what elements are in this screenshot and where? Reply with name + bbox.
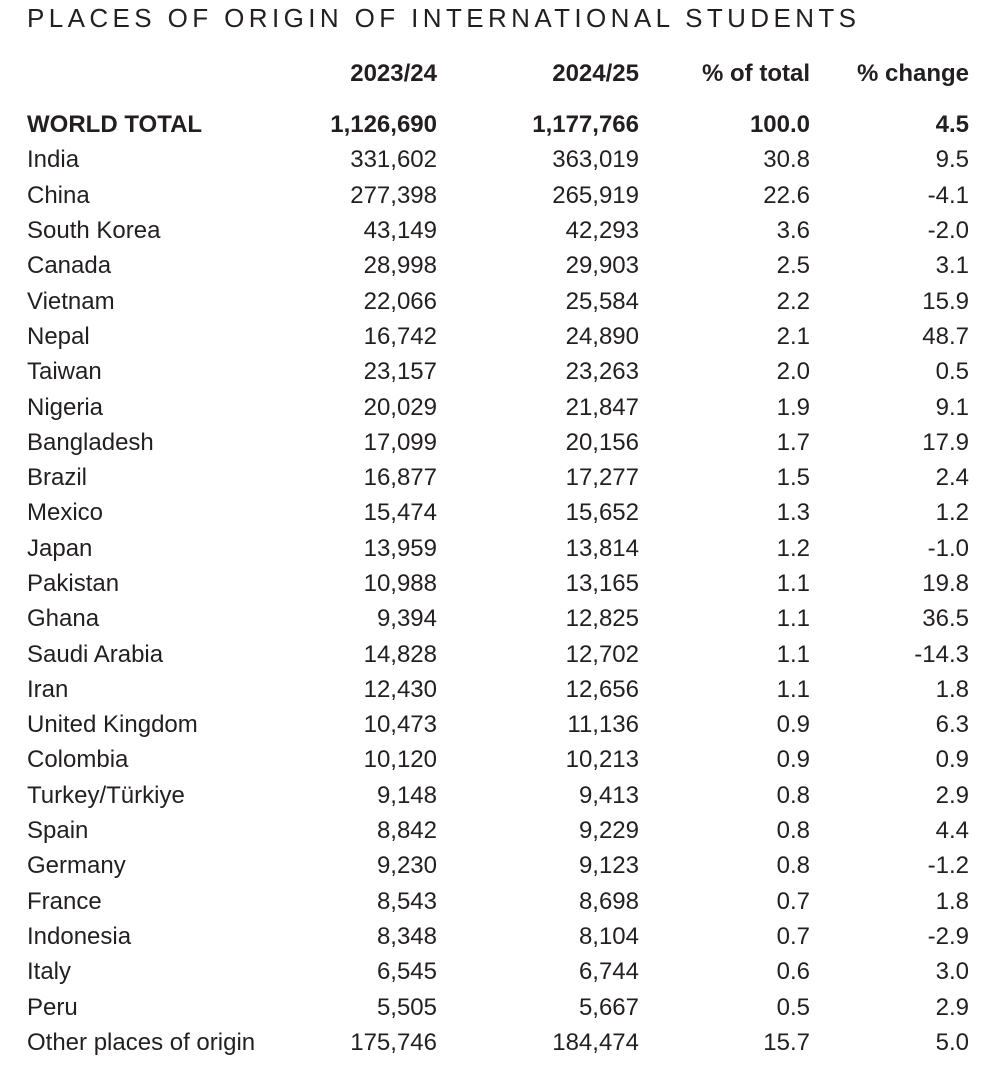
table-row: [27, 989, 969, 1024]
table-row: [27, 248, 969, 283]
2023-24-cell: 28,998: [363, 252, 437, 280]
table-row: [27, 178, 969, 213]
table-row: [27, 884, 969, 919]
2023-24-cell: 10,988: [363, 570, 437, 597]
place-cell: India: [27, 146, 80, 174]
2024-25-cell: 13,814: [565, 534, 639, 562]
column-header-place: [27, 54, 277, 94]
percent-of-total-cell: 0.7: [776, 922, 810, 950]
percent-change-cell: 0.5: [935, 358, 969, 386]
place-cell: Pakistan: [27, 570, 120, 597]
place-cell: Peru: [27, 993, 78, 1021]
place-cell: Japan: [27, 534, 93, 562]
percent-change-cell: -1.0: [927, 534, 969, 562]
place-cell: Other places of origin: [27, 1028, 256, 1056]
percent-of-total-cell: 2.5: [776, 252, 810, 280]
2024-25-cell: 20,156: [565, 428, 639, 456]
table-row: [27, 213, 969, 248]
2024-25-cell: 12,702: [565, 640, 639, 668]
2024-25-cell: 265,919: [552, 181, 639, 209]
total-2023-24-cell: 1,126,690: [330, 111, 437, 139]
2024-25-cell: 24,890: [565, 322, 639, 350]
place-cell: Colombia: [27, 746, 129, 774]
2024-25-cell: 15,652: [565, 499, 639, 527]
place-cell: China: [27, 181, 90, 209]
2024-25-cell: 12,825: [565, 605, 639, 633]
percent-change-cell: 15.9: [922, 287, 969, 315]
percent-of-total-cell: 2.0: [776, 358, 810, 386]
2024-25-cell: 8,698: [578, 887, 639, 915]
2023-24-cell: 9,148: [376, 781, 437, 809]
table-row: [27, 566, 969, 601]
percent-of-total-cell: 2.2: [776, 287, 810, 315]
table-body: [27, 94, 969, 1060]
percent-change-cell: 48.7: [922, 322, 969, 350]
2023-24-cell: 277,398: [350, 181, 437, 209]
percent-of-total-cell: 1.2: [776, 534, 810, 562]
table-row: [27, 319, 969, 354]
place-cell: France: [27, 887, 102, 915]
table-row: [27, 742, 969, 777]
place-cell: Vietnam: [27, 287, 115, 315]
2024-25-cell: 6,744: [578, 958, 639, 986]
2023-24-cell: 16,742: [363, 322, 437, 350]
table-row: [27, 672, 969, 707]
percent-change-cell: 1.8: [935, 675, 969, 703]
table-row: [27, 601, 969, 636]
total-percent-change-cell: 4.5: [935, 111, 969, 139]
place-cell: Turkey/Türkiye: [27, 781, 185, 809]
2023-24-cell: 43,149: [363, 217, 437, 245]
table-row: [27, 389, 969, 424]
percent-change-cell: 4.4: [935, 817, 969, 845]
2023-24-cell: 6,545: [376, 958, 437, 986]
table-row: [27, 778, 969, 813]
table-row: [27, 354, 969, 389]
2023-24-cell: 23,157: [363, 358, 437, 386]
table-row: [27, 531, 969, 566]
2023-24-cell: 8,543: [376, 887, 437, 915]
2023-24-cell: 331,602: [350, 146, 437, 174]
place-cell: Italy: [27, 958, 72, 986]
table-row: [27, 142, 969, 177]
percent-of-total-cell: 22.6: [763, 181, 810, 209]
place-cell: Saudi Arabia: [27, 640, 164, 668]
2023-24-cell: 175,746: [350, 1028, 437, 1056]
2023-24-cell: 10,120: [363, 746, 437, 774]
place-cell: Brazil: [27, 464, 88, 492]
percent-change-cell: 9.1: [935, 393, 969, 421]
percent-of-total-cell: 0.9: [776, 711, 810, 739]
total-percent-of-total-cell: 100.0: [749, 111, 810, 139]
percent-change-cell: 3.1: [935, 252, 969, 280]
header-row: [27, 54, 969, 94]
percent-change-cell: -2.9: [927, 922, 969, 950]
2024-25-cell: 184,474: [552, 1028, 639, 1056]
percent-change-cell: 9.5: [935, 146, 969, 174]
place-cell: Canada: [27, 252, 112, 280]
percent-of-total-cell: 0.8: [776, 817, 810, 845]
2024-25-cell: 21,847: [565, 393, 639, 421]
place-cell: South Korea: [27, 217, 161, 245]
2023-24-cell: 17,099: [363, 428, 437, 456]
percent-change-cell: 5.0: [935, 1028, 969, 1056]
2023-24-cell: 14,828: [363, 640, 437, 668]
2023-24-cell: 22,066: [363, 287, 437, 315]
place-cell: Nigeria: [27, 393, 104, 421]
percent-change-cell: 36.5: [922, 605, 969, 633]
2023-24-cell: 15,474: [363, 499, 437, 527]
table-row: [27, 283, 969, 318]
percent-change-cell: 19.8: [922, 570, 969, 597]
percent-of-total-cell: 1.9: [776, 393, 810, 421]
2024-25-cell: 363,019: [552, 146, 639, 174]
percent-change-cell: 1.8: [935, 887, 969, 915]
page-title: PLACES OF ORIGIN OF INTERNATIONAL STUDENTS: [27, 3, 861, 33]
percent-of-total-cell: 0.6: [776, 958, 810, 986]
2024-25-cell: 42,293: [565, 217, 639, 245]
2024-25-cell: 25,584: [565, 287, 639, 315]
percent-of-total-cell: 3.6: [776, 217, 810, 245]
place-cell: Nepal: [27, 322, 90, 350]
percent-of-total-cell: 1.1: [776, 570, 810, 597]
2024-25-cell: 5,667: [578, 993, 639, 1021]
2023-24-cell: 8,348: [376, 922, 437, 950]
2024-25-cell: 23,263: [565, 358, 639, 386]
header-spacer: [27, 94, 969, 107]
2024-25-cell: 17,277: [565, 464, 639, 492]
2024-25-cell: 9,123: [578, 852, 639, 880]
place-cell: Taiwan: [27, 358, 102, 386]
world-total-row: [27, 107, 969, 142]
table-row: [27, 1025, 969, 1060]
percent-of-total-cell: 0.8: [776, 852, 810, 880]
percent-change-cell: -1.2: [927, 852, 969, 880]
2024-25-cell: 10,213: [565, 746, 639, 774]
column-header-percent-of-total: % of total: [702, 60, 810, 87]
place-cell: Indonesia: [27, 922, 132, 950]
table-row: [27, 495, 969, 530]
percent-of-total-cell: 1.1: [776, 675, 810, 703]
total-2024-25-cell: 1,177,766: [532, 111, 639, 139]
place-cell: Bangladesh: [27, 428, 154, 456]
place-cell: Ghana: [27, 605, 100, 633]
place-cell: United Kingdom: [27, 711, 198, 739]
percent-change-cell: 2.4: [935, 464, 969, 492]
place-cell: Iran: [27, 675, 69, 703]
percent-change-cell: -14.3: [914, 640, 969, 668]
place-cell: Germany: [27, 852, 126, 880]
2023-24-cell: 8,842: [376, 817, 437, 845]
2023-24-cell: 20,029: [363, 393, 437, 421]
column-header-2024-25: 2024/25: [552, 60, 639, 87]
percent-of-total-cell: 0.5: [776, 993, 810, 1021]
table-row: [27, 848, 969, 883]
column-header-2023-24: 2023/24: [350, 60, 437, 87]
percent-of-total-cell: 0.7: [776, 887, 810, 915]
percent-of-total-cell: 0.9: [776, 746, 810, 774]
table-row: [27, 460, 969, 495]
percent-of-total-cell: 2.1: [776, 322, 810, 350]
2023-24-cell: 16,877: [363, 464, 437, 492]
table-row: [27, 425, 969, 460]
percent-of-total-cell: 1.3: [776, 499, 810, 527]
percent-of-total-cell: 1.1: [776, 605, 810, 633]
place-cell: Spain: [27, 817, 89, 845]
percent-change-cell: -4.1: [927, 181, 969, 209]
2023-24-cell: 13,959: [363, 534, 437, 562]
percent-change-cell: 0.9: [935, 746, 969, 774]
percent-of-total-cell: 30.8: [763, 146, 810, 174]
2023-24-cell: 12,430: [363, 675, 437, 703]
total-place-cell: WORLD TOTAL: [27, 111, 203, 139]
percent-change-cell: 17.9: [922, 428, 969, 456]
table-row: [27, 813, 969, 848]
table-row: [27, 707, 969, 742]
percent-change-cell: 1.2: [935, 499, 969, 527]
table-row: [27, 919, 969, 954]
table-row: [27, 954, 969, 989]
place-cell: Mexico: [27, 499, 104, 527]
2024-25-cell: 13,165: [565, 570, 639, 597]
percent-change-cell: -2.0: [927, 217, 969, 245]
2024-25-cell: 29,903: [565, 252, 639, 280]
table-row: [27, 636, 969, 671]
percent-change-cell: 2.9: [935, 993, 969, 1021]
2023-24-cell: 5,505: [376, 993, 437, 1021]
2023-24-cell: 9,394: [376, 605, 437, 633]
percent-of-total-cell: 1.7: [776, 428, 810, 456]
2024-25-cell: 11,136: [567, 711, 639, 739]
2024-25-cell: 12,656: [565, 675, 639, 703]
percent-of-total-cell: 15.7: [763, 1028, 810, 1056]
percent-change-cell: 2.9: [935, 781, 969, 809]
2024-25-cell: 9,413: [578, 781, 639, 809]
percent-change-cell: 3.0: [935, 958, 969, 986]
percent-of-total-cell: 0.8: [776, 781, 810, 809]
percent-of-total-cell: 1.5: [776, 464, 810, 492]
2024-25-cell: 9,229: [578, 817, 639, 845]
column-header-percent-change: % change: [856, 60, 969, 87]
percent-of-total-cell: 1.1: [776, 640, 810, 668]
2023-24-cell: 9,230: [376, 852, 437, 880]
2024-25-cell: 8,104: [578, 922, 639, 950]
origin-table: [27, 54, 969, 1060]
2023-24-cell: 10,473: [363, 711, 437, 739]
percent-change-cell: 6.3: [935, 711, 969, 739]
